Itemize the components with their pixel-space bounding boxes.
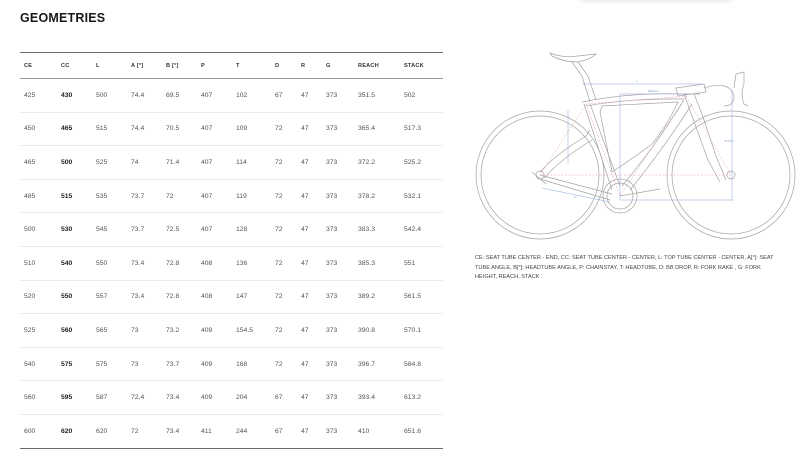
table-cell: 383.3: [358, 226, 376, 234]
table-cell: 410: [358, 427, 370, 435]
table-cell: 425: [24, 91, 36, 99]
table-cell: 72: [275, 192, 283, 200]
table-cell: 67: [275, 394, 283, 402]
table-cell: 73: [131, 326, 139, 334]
table-cell: 408: [201, 293, 213, 301]
table-cell: 351.5: [358, 91, 376, 99]
geometry-table: [20, 52, 443, 449]
table-cell: 47: [301, 226, 309, 234]
table-cell: 67: [275, 91, 283, 99]
table-cell: 72.8: [166, 259, 180, 267]
diagram-label-stack: STACK: [724, 139, 734, 143]
table-cell: 550: [96, 259, 108, 267]
table-cell: 373: [326, 125, 338, 133]
table-cell: 168: [236, 360, 248, 368]
table-cell: 47: [301, 427, 309, 435]
table-cell: 407: [201, 192, 213, 200]
table-cell: 72: [275, 293, 283, 301]
table-cell: 73.7: [131, 192, 145, 200]
table-cell: 72: [275, 125, 283, 133]
table-cell: 396.7: [358, 360, 376, 368]
bike-geometry-diagram: [472, 44, 800, 244]
diagram-label-p: P: [574, 195, 577, 199]
table-cell: 47: [301, 91, 309, 99]
table-cell: 393.4: [358, 394, 376, 402]
table-row: [20, 180, 443, 214]
table-cell: 204: [236, 394, 248, 402]
table-row: [20, 247, 443, 281]
table-cell: 154.5: [236, 326, 254, 334]
table-cell: 73.4: [131, 259, 145, 267]
table-cell: 407: [201, 226, 213, 234]
table-cell: 244: [236, 427, 248, 435]
column-header: R: [301, 62, 306, 69]
table-cell: 430: [61, 91, 73, 99]
table-cell: 73.2: [166, 326, 180, 334]
table-row: [20, 146, 443, 180]
table-cell: 73: [131, 360, 139, 368]
table-cell: 71.4: [166, 158, 180, 166]
table-cell: 520: [24, 293, 36, 301]
page-title: GEOMETRIES: [20, 11, 106, 25]
table-cell: 47: [301, 293, 309, 301]
table-cell: 72: [275, 326, 283, 334]
column-header: D: [275, 62, 280, 69]
table-cell: 47: [301, 158, 309, 166]
table-cell: 411: [201, 427, 212, 435]
table-cell: 373: [326, 326, 338, 334]
column-header: T: [236, 62, 240, 69]
table-cell: 69.5: [166, 91, 180, 99]
table-row: [20, 281, 443, 315]
table-cell: 540: [24, 360, 36, 368]
table-row: [20, 381, 443, 415]
column-header: CC: [61, 62, 70, 69]
table-row: [20, 314, 443, 348]
table-cell: 525: [24, 326, 36, 334]
table-cell: 409: [201, 394, 213, 402]
table-cell: 575: [96, 360, 108, 368]
column-header: A [°]: [131, 62, 144, 69]
table-header-row: [20, 53, 443, 79]
table-cell: 67: [275, 427, 283, 435]
column-header: CE: [24, 62, 33, 69]
table-cell: 407: [201, 91, 213, 99]
column-header: L: [96, 62, 100, 69]
table-cell: 595: [61, 394, 73, 402]
table-cell: 47: [301, 394, 309, 402]
table-cell: 385.3: [358, 259, 376, 267]
table-cell: 465: [61, 125, 73, 133]
table-cell: 373: [326, 394, 338, 402]
table-cell: 147: [236, 293, 248, 301]
diagram-label-reach: REACH: [648, 89, 659, 93]
table-cell: 620: [61, 427, 73, 435]
table-cell: 373: [326, 360, 338, 368]
table-cell: 409: [201, 326, 213, 334]
table-cell: 600: [24, 427, 36, 435]
column-header: P: [201, 62, 205, 69]
table-cell: 373: [326, 259, 338, 267]
column-header: REACH: [358, 62, 379, 69]
table-cell: 450: [24, 125, 36, 133]
table-cell: 502: [404, 91, 416, 99]
table-cell: 72: [275, 259, 283, 267]
table-cell: 390.8: [358, 326, 376, 334]
table-cell: 365.4: [358, 125, 376, 133]
table-cell: 565: [96, 326, 108, 334]
table-row: [20, 113, 443, 147]
table-cell: 465: [24, 158, 36, 166]
table-cell: 561.5: [404, 293, 422, 301]
table-cell: 500: [24, 226, 36, 234]
table-cell: 73.4: [166, 394, 180, 402]
table-cell: 73.7: [166, 360, 180, 368]
table-cell: 73.4: [166, 427, 180, 435]
table-row: [20, 79, 443, 113]
table-cell: 517.3: [404, 125, 422, 133]
table-cell: 109: [236, 125, 248, 133]
column-header: G: [326, 62, 331, 69]
table-cell: 373: [326, 293, 338, 301]
table-cell: 510: [24, 259, 36, 267]
table-cell: 373: [326, 158, 338, 166]
measurement-lines: [542, 84, 734, 202]
geometry-legend-caption: CE: SEAT TUBE CENTER - END, CC: SEAT TUBE CENTER - CENTER, L: TOP TUBE CENTER - CENTER, A[°]: SEAT TUBE ANGLE, B[°]: HEADTUBE ANGLE, P: CHAINSTAY, T: HEADTUBE, D: BB DROP, R: FORK RAKE , G: FORK HEIGHT, REACH, STACK: [475, 255, 774, 280]
table-cell: 72: [166, 192, 174, 200]
table-cell: 73.7: [131, 226, 145, 234]
table-cell: 525.2: [404, 158, 422, 166]
table-cell: 72.4: [131, 394, 145, 402]
table-cell: 74.4: [131, 125, 145, 133]
table-cell: 136: [236, 259, 248, 267]
table-cell: 47: [301, 192, 309, 200]
table-cell: 47: [301, 125, 309, 133]
frame-centerline: [540, 96, 731, 196]
table-cell: 128: [236, 226, 248, 234]
table-cell: 500: [96, 91, 108, 99]
table-cell: 485: [24, 192, 36, 200]
table-cell: 102: [236, 91, 248, 99]
table-cell: 560: [24, 394, 36, 402]
table-cell: 378.2: [358, 192, 376, 200]
column-header: B [°]: [166, 62, 179, 69]
table-cell: 515: [61, 192, 73, 200]
table-cell: 373: [326, 226, 338, 234]
table-cell: 70.5: [166, 125, 180, 133]
table-cell: 560: [61, 326, 73, 334]
table-cell: 114: [236, 158, 247, 166]
table-cell: 72.5: [166, 226, 180, 234]
table-cell: 515: [96, 125, 108, 133]
table-cell: 47: [301, 259, 309, 267]
table-row: [20, 348, 443, 382]
table-cell: 373: [326, 192, 338, 200]
table-cell: 540: [61, 259, 73, 267]
table-cell: 587: [96, 394, 108, 402]
table-cell: 47: [301, 326, 309, 334]
table-cell: 530: [61, 226, 73, 234]
table-cell: 575: [61, 360, 73, 368]
table-cell: 532.1: [404, 192, 422, 200]
table-cell: 620: [96, 427, 108, 435]
table-row: [20, 213, 443, 247]
table-cell: 570.1: [404, 326, 422, 334]
table-cell: 389.2: [358, 293, 376, 301]
table-cell: 372.2: [358, 158, 376, 166]
table-cell: 47: [301, 360, 309, 368]
table-cell: 545: [96, 226, 108, 234]
table-cell: 407: [201, 158, 213, 166]
table-cell: 72.8: [166, 293, 180, 301]
table-cell: 119: [236, 192, 247, 200]
table-cell: 74.4: [131, 91, 145, 99]
table-cell: 373: [326, 91, 338, 99]
table-cell: 500: [61, 158, 73, 166]
table-cell: 550: [61, 293, 73, 301]
table-cell: 542.4: [404, 226, 422, 234]
table-cell: 72: [131, 427, 139, 435]
table-cell: 551: [404, 259, 416, 267]
table-cell: 408: [201, 259, 213, 267]
table-cell: 72: [275, 360, 283, 368]
table-cell: 557: [96, 293, 108, 301]
table-cell: 535: [96, 192, 108, 200]
table-cell: 72: [275, 158, 283, 166]
table-cell: 74: [131, 158, 139, 166]
table-cell: 613.2: [404, 394, 422, 402]
column-header: STACK: [404, 62, 424, 69]
table-row: [20, 415, 443, 448]
table-cell: 584.8: [404, 360, 422, 368]
table-cell: 373: [326, 427, 338, 435]
diagram-label-l: L: [636, 79, 638, 83]
table-cell: 651.6: [404, 427, 422, 435]
table-cell: 72: [275, 226, 283, 234]
table-cell: 525: [96, 158, 108, 166]
table-cell: 73.4: [131, 293, 145, 301]
table-cell: 407: [201, 125, 213, 133]
table-cell: 409: [201, 360, 213, 368]
